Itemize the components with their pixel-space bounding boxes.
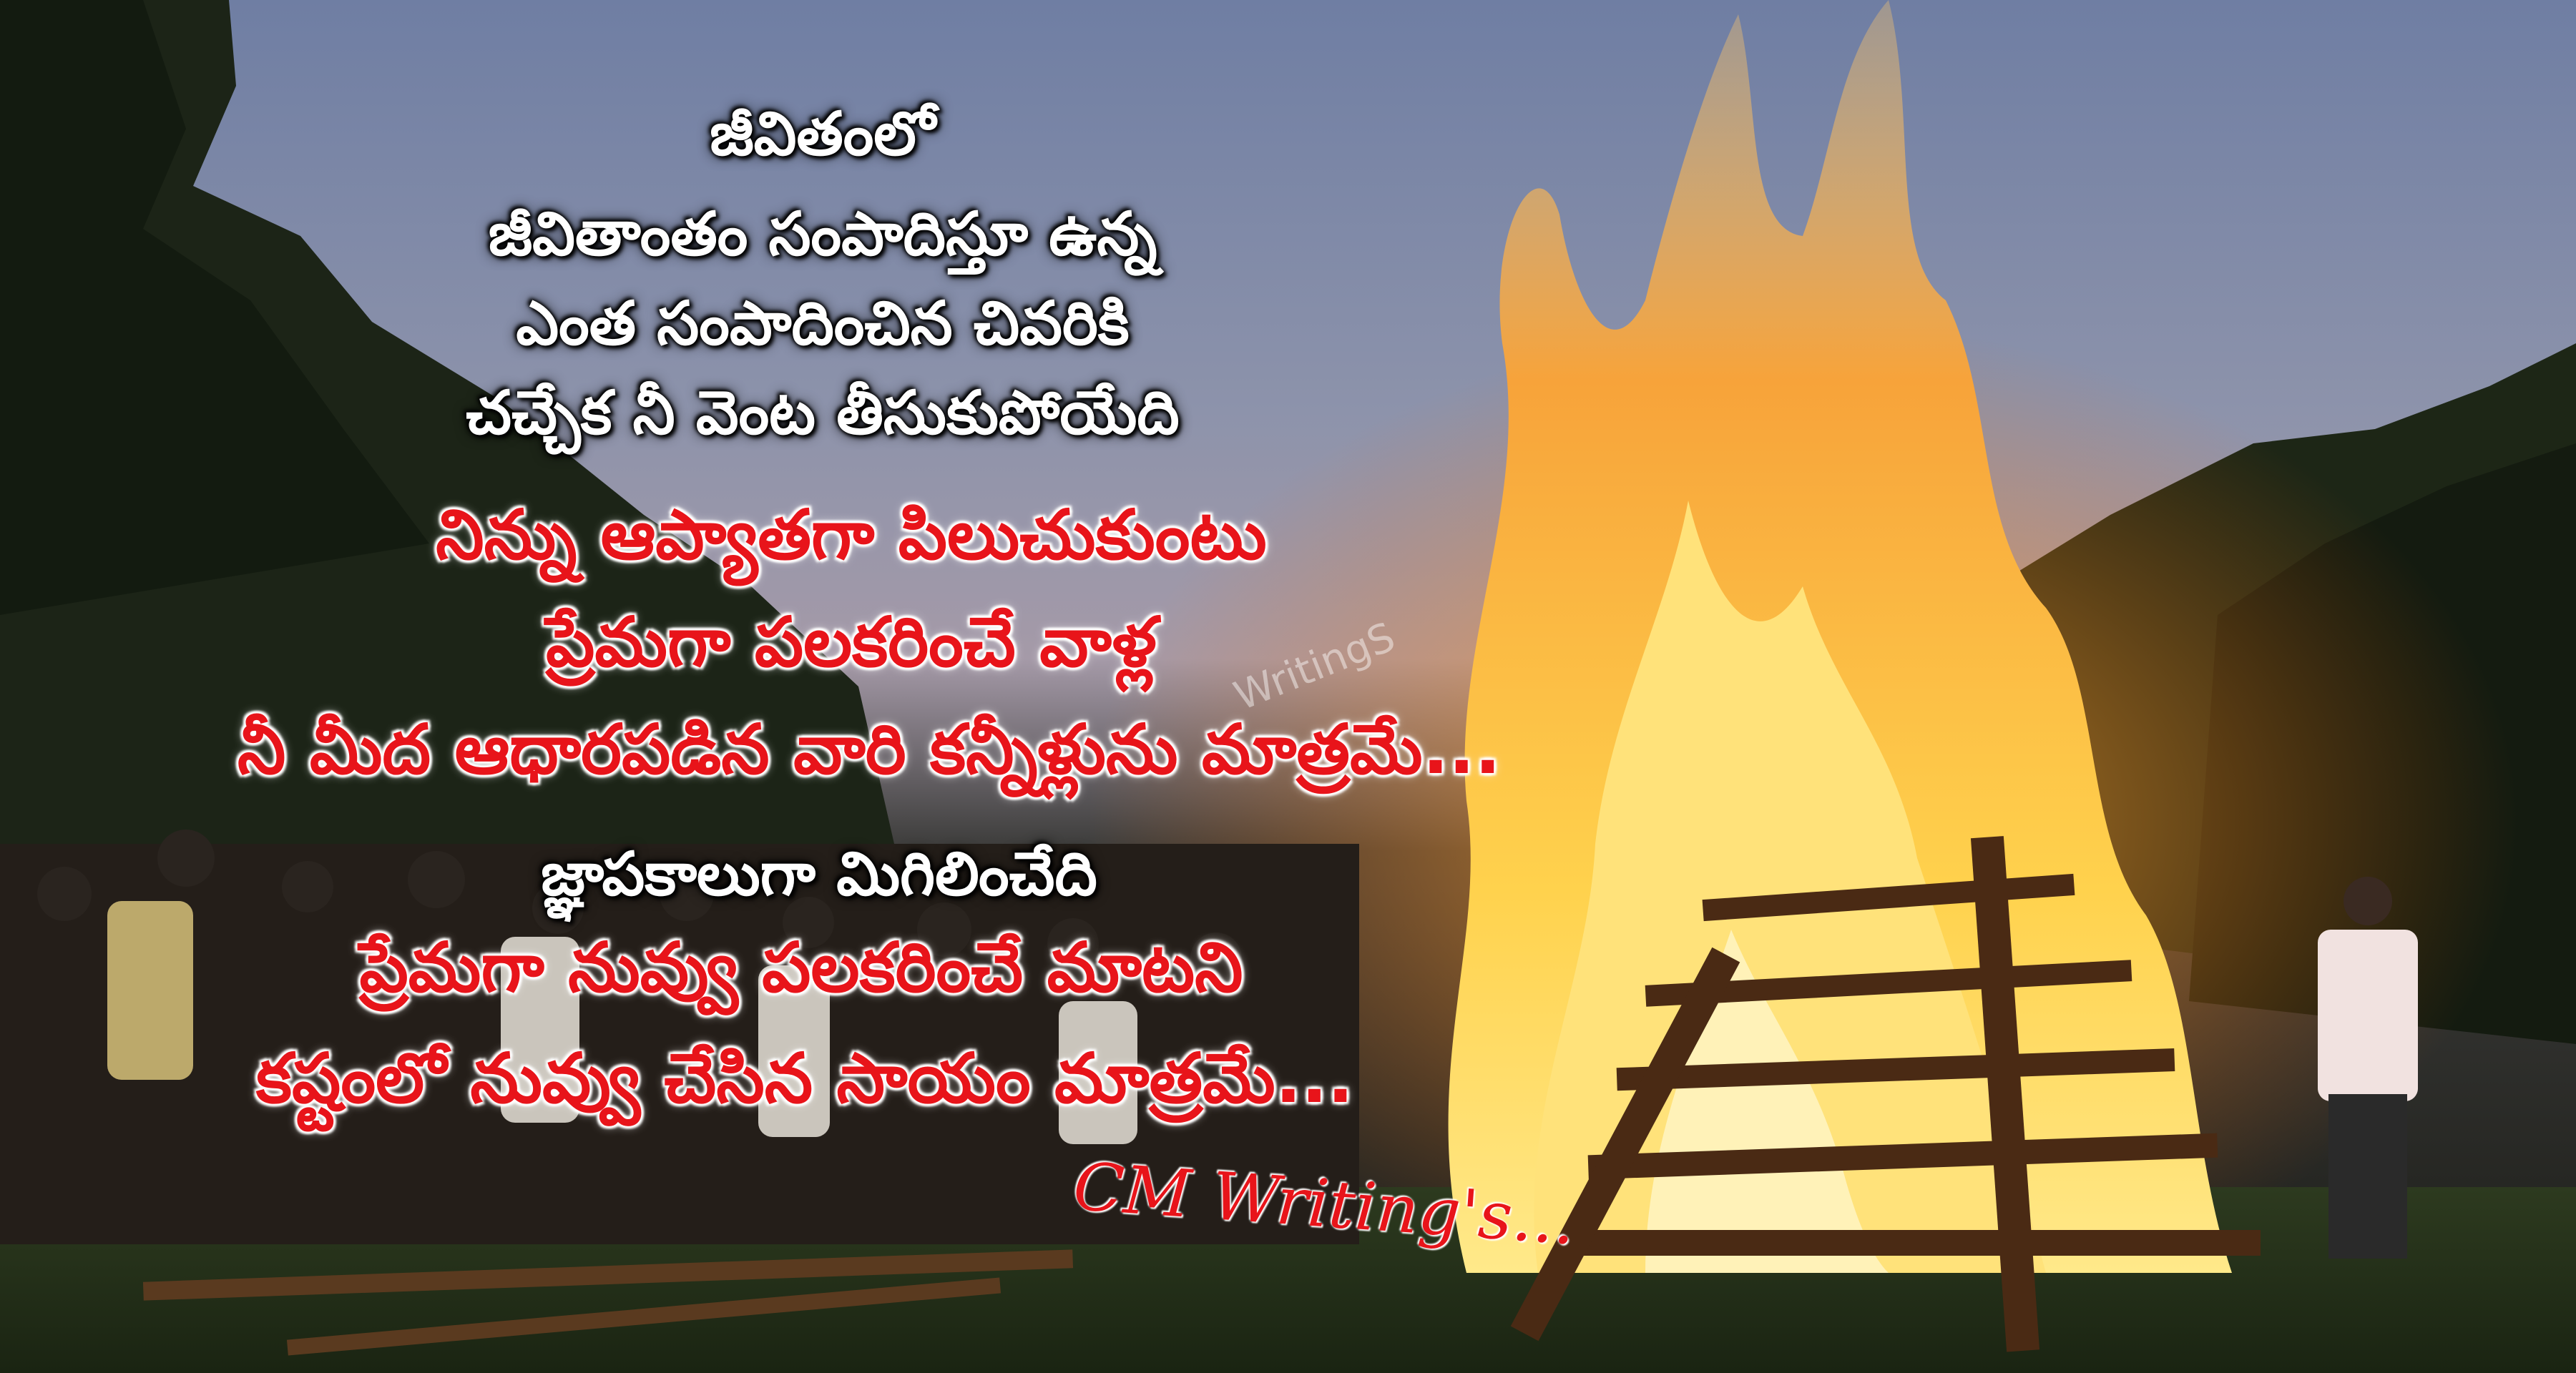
poem-overlay: జీవితంలో జీవితాంతం సంపాదిస్తూ ఉన్న ఎంత సంపాదించిన చివరికి చచ్చేక నీ వెంట తీసుకుపోయేది నిన్ను ఆప్యాతగా పిలుచుకుంటు ప్రేమగా పలకరించే వాళ్ల నీ మీద ఆధారపడిన వారి కన్నీళ్లును మాత్రమే... జ్ఞాపకాలుగా మిగిలించేది ప్రేమగా నువ్వు పలకరించే మాటని కష్టంలో నువ్వు చేసిన సాయం మాత్రమే... WritingS CM Writing's...: [237, 99, 1578, 1260]
signature: CM Writing's...: [1071, 1148, 1578, 1260]
watermark: WritingS: [1228, 614, 1402, 720]
